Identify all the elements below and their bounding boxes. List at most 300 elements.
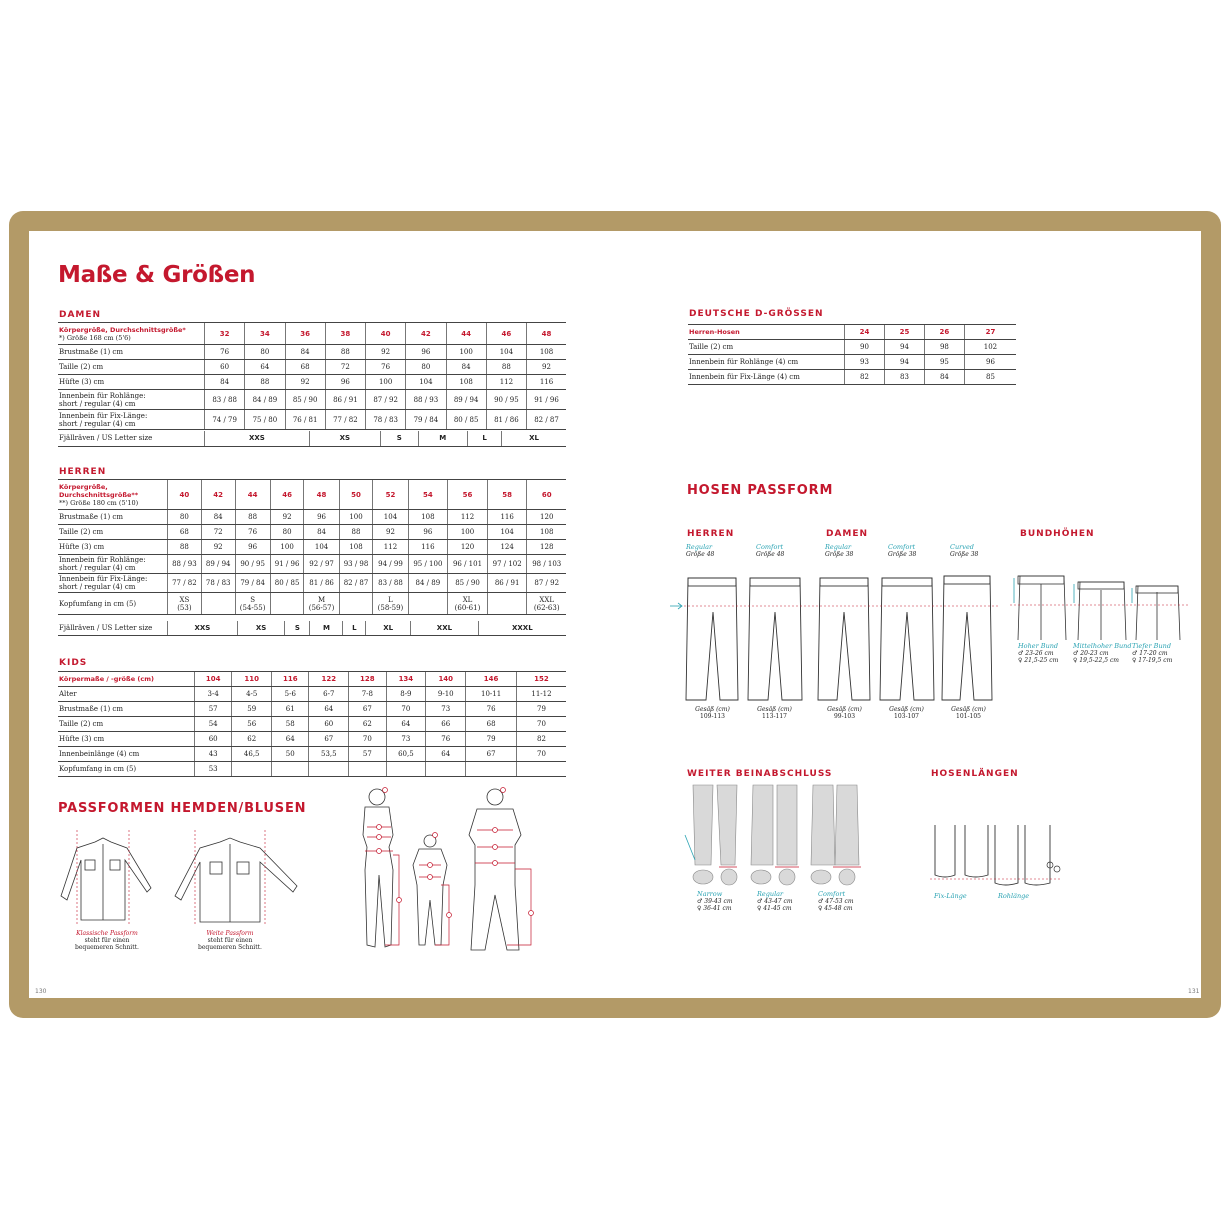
cell: 53 [195, 762, 232, 777]
trouser-fit-illustrations [670, 572, 1000, 707]
cell: 57 [349, 747, 386, 762]
row-label: Innenbein für Rohlänge (4) cm [688, 355, 845, 370]
cell: 104 [304, 540, 339, 555]
size-cell: 110 [232, 672, 272, 687]
table-header-row [58, 672, 566, 687]
size-cell: 52 [373, 480, 408, 510]
cell: 81 / 86 [304, 574, 339, 593]
cell: 95 / 100 [408, 555, 448, 574]
cell: 94 [884, 340, 924, 355]
fit-size: Größe 38 [888, 551, 917, 558]
leg-opening-narrow [697, 891, 733, 912]
cell: 73 [426, 702, 466, 717]
header-label-cell [58, 480, 168, 510]
table-row [688, 370, 1016, 385]
waistband-name: Mittelhoher Bund [1073, 642, 1132, 650]
size-cell: 38 [325, 323, 365, 345]
cell: 93 [845, 355, 885, 370]
us-size-cell: XS [309, 431, 380, 446]
cell: 92 / 97 [304, 555, 339, 574]
cell: 77 / 82 [325, 410, 365, 430]
cell: 100 [339, 510, 373, 525]
cell: 87 / 92 [527, 574, 566, 593]
damen-us-size-table [58, 431, 566, 447]
row-label: Innenbeinlänge (4) cm [58, 747, 195, 762]
cell: 88 [486, 360, 526, 375]
girth-title: Gesäß (cm) [757, 706, 792, 713]
table-row [58, 555, 566, 574]
cell: 84 / 89 [408, 574, 448, 593]
size-cell: 60 [527, 480, 566, 510]
size-cell: 42 [201, 480, 235, 510]
us-size-cell: M [310, 621, 343, 636]
cell: 97 / 102 [487, 555, 527, 574]
cell: 46,5 [232, 747, 272, 762]
cell-size: XS [179, 595, 190, 604]
cell: 9-10 [426, 687, 466, 702]
cell: 96 [325, 375, 365, 390]
cell: 92 [285, 375, 325, 390]
cell [304, 593, 339, 615]
cell: 96 [408, 525, 448, 540]
cell: 98 / 103 [527, 555, 566, 574]
size-cell: 116 [272, 672, 309, 687]
fit-size: Größe 38 [950, 551, 979, 558]
table-row [58, 732, 566, 747]
female-range: ♀ 41-45 cm [757, 905, 792, 912]
bundhoehen-heading: BUNDHÖHEN [1020, 529, 1095, 539]
leg-opening-illustrations [685, 785, 865, 890]
trouser-length-illustrations [930, 825, 1065, 890]
fit-name: Weite Passform [206, 930, 254, 937]
cell: 108 [527, 345, 567, 360]
raw-length-label: Rohlänge [998, 892, 1030, 900]
cell: 53,5 [309, 747, 349, 762]
row-label-line2: short / regular (4) cm [59, 564, 136, 572]
fit-name: Klassische Passform [76, 930, 138, 937]
cell [309, 762, 349, 777]
cell: 80 [270, 525, 304, 540]
size-cell: 140 [426, 672, 466, 687]
row-label: Brustmaße (1) cm [58, 702, 195, 717]
row-label: Brustmaße (1) cm [58, 510, 168, 525]
hosen-herren-heading: HERREN [687, 529, 735, 539]
cell: 3-4 [195, 687, 232, 702]
waistband-high [1018, 643, 1058, 664]
cell: 68 [466, 717, 517, 732]
row-label-line1: Innenbein für Fix-Länge: [59, 411, 148, 420]
cell: 91 / 96 [527, 390, 567, 410]
fit-label [756, 544, 784, 558]
cell: 94 / 99 [373, 555, 408, 574]
cell-range: (53) [177, 603, 192, 612]
cell: 70 [516, 747, 566, 762]
cell-size: XXL [539, 595, 555, 604]
table-row [58, 702, 566, 717]
cell: 108 [527, 525, 566, 540]
cell-size: XL [462, 595, 473, 604]
cell: 104 [373, 510, 408, 525]
cell: 80 / 85 [270, 574, 304, 593]
cell: 81 / 86 [486, 410, 526, 430]
cell [272, 762, 309, 777]
cell: 66 [426, 717, 466, 732]
page-number-left: 130 [35, 988, 47, 995]
cell: 67 [309, 732, 349, 747]
cell: 78 / 83 [366, 410, 406, 430]
size-cell: 34 [245, 323, 285, 345]
cell [270, 593, 304, 615]
us-size-cell: S [285, 621, 310, 636]
table-row [58, 747, 566, 762]
cell: 79 / 84 [235, 574, 270, 593]
us-size-label: Fjällräven / US Letter size [58, 431, 205, 446]
row-label: Alter [58, 687, 195, 702]
table-header-row [58, 323, 566, 345]
cell [516, 762, 566, 777]
us-size-cell: M [418, 431, 468, 446]
row-label: Taille (2) cm [58, 717, 195, 732]
size-cell: 48 [304, 480, 339, 510]
cell: 108 [339, 540, 373, 555]
cell: 79 [516, 702, 566, 717]
cell: 79 [466, 732, 517, 747]
cell-range: (54-55) [239, 603, 266, 612]
us-size-row [58, 621, 566, 636]
cell: 43 [195, 747, 232, 762]
hosen-damen-heading: DAMEN [826, 529, 869, 539]
size-cell: 152 [516, 672, 566, 687]
us-size-cell: XXS [168, 621, 238, 636]
cell: 82 / 87 [339, 574, 373, 593]
hemden-heading: PASSFORMEN HEMDEN/BLUSEN [58, 801, 307, 816]
cell: 68 [285, 360, 325, 375]
cell: 67 [349, 702, 386, 717]
us-size-label: Fjällräven / US Letter size [58, 621, 168, 636]
leg-opening-name: Regular [757, 890, 784, 898]
female-range: ♀ 19,5-22,5 cm [1073, 657, 1119, 664]
row-label-line2: short / regular (4) cm [59, 583, 136, 591]
shirt-fit-wide [185, 930, 275, 951]
cell: 88 [325, 345, 365, 360]
male-range: ♂ 43-47 cm [757, 898, 793, 905]
cell: 80 [406, 360, 446, 375]
male-range: ♂ 39-43 cm [697, 898, 733, 905]
us-size-cell: L [343, 621, 366, 636]
size-cell: 32 [205, 323, 245, 345]
cell: 96 [304, 510, 339, 525]
cell: 11-12 [516, 687, 566, 702]
cell: 85 [964, 370, 1016, 385]
cell: 100 [366, 375, 406, 390]
size-cell: 48 [527, 323, 567, 345]
cell: 80 [168, 510, 202, 525]
table-row [58, 525, 566, 540]
cell: 88 [168, 540, 202, 555]
table-row [58, 540, 566, 555]
cell: 84 [205, 375, 245, 390]
cell: 83 / 88 [373, 574, 408, 593]
size-cell: 36 [285, 323, 325, 345]
row-label-line1: Innenbein für Rohlänge: [59, 391, 146, 400]
cell: 79 / 84 [406, 410, 446, 430]
cell: 82 / 87 [527, 410, 567, 430]
cell [168, 593, 202, 615]
cell: 62 [232, 732, 272, 747]
size-cell: 25 [884, 325, 924, 340]
cell: 64 [386, 717, 426, 732]
cell: 80 / 85 [446, 410, 486, 430]
table-row [58, 375, 566, 390]
cell: 104 [487, 525, 527, 540]
fit-name: Regular [686, 543, 713, 551]
male-range: ♂ 23-26 cm [1018, 650, 1054, 657]
cell: 85 / 90 [285, 390, 325, 410]
table-header-row [688, 325, 1016, 340]
waistband-name: Tiefer Bund [1132, 642, 1171, 650]
cell: 72 [325, 360, 365, 375]
cell: 108 [408, 510, 448, 525]
size-cell: 46 [486, 323, 526, 345]
cell: 90 / 95 [486, 390, 526, 410]
cell: 96 [964, 355, 1016, 370]
herren-table [58, 479, 566, 615]
cell: 7-8 [349, 687, 386, 702]
header-note: **) Größe 180 cm (5'10) [59, 498, 139, 507]
cell: 50 [272, 747, 309, 762]
girth-value: 113-117 [762, 713, 787, 720]
fix-length-label: Fix-Länge [934, 892, 967, 900]
waistband-name: Hoher Bund [1018, 642, 1059, 650]
cell: 64 [245, 360, 285, 375]
row-label: Innenbein für Fix-Länge (4) cm [688, 370, 845, 385]
waistband-mid [1073, 643, 1132, 664]
kids-table [58, 671, 566, 777]
fit-label [888, 544, 916, 558]
row-label [58, 574, 168, 593]
cell: 84 / 89 [245, 390, 285, 410]
row-label: Taille (2) cm [58, 360, 205, 375]
male-range: ♂ 17-20 cm [1132, 650, 1168, 657]
us-size-cell: XXS [205, 431, 310, 446]
cell-range: (62-63) [533, 603, 560, 612]
cell: 100 [446, 345, 486, 360]
cell: 62 [349, 717, 386, 732]
row-label: Hüfte (3) cm [58, 375, 205, 390]
cell: 89 / 94 [446, 390, 486, 410]
row-label: Kopfumfang in cm (5) [58, 593, 168, 615]
row-label: Hüfte (3) cm [58, 732, 195, 747]
cell: 92 [270, 510, 304, 525]
herren-tbody [58, 480, 566, 615]
cell: 82 [516, 732, 566, 747]
cell: 100 [448, 525, 488, 540]
table-row [58, 390, 566, 410]
header-label: Körpermaße / -größe (cm) [58, 672, 195, 687]
cell: 116 [527, 375, 567, 390]
cell: 90 / 95 [235, 555, 270, 574]
cell: 108 [446, 375, 486, 390]
size-cell: 54 [408, 480, 448, 510]
cell [448, 593, 488, 615]
page-number-right: 131 [1188, 988, 1200, 995]
cell: 78 / 83 [201, 574, 235, 593]
page-title: Maße & Größen [58, 262, 256, 288]
kids-heading: KIDS [59, 658, 88, 668]
deutsche-tbody [688, 325, 1016, 385]
kids-tbody [58, 672, 566, 777]
cell: 76 [366, 360, 406, 375]
cell: 116 [487, 510, 527, 525]
size-cell: 40 [168, 480, 202, 510]
cell: 88 / 93 [168, 555, 202, 574]
fit-line1: steht für einen [207, 937, 253, 944]
size-cell: 50 [339, 480, 373, 510]
size-cell: 46 [270, 480, 304, 510]
size-cell: 44 [235, 480, 270, 510]
cell: 82 [845, 370, 885, 385]
leg-opening-name: Narrow [697, 890, 723, 898]
beinabschluss-heading: WEITER BEINABSCHLUSS [687, 769, 833, 779]
cell: 76 / 81 [285, 410, 325, 430]
fit-name: Regular [825, 543, 852, 551]
cell: 70 [349, 732, 386, 747]
row-label-line2: short / regular (4) cm [59, 419, 136, 428]
table-row [58, 360, 566, 375]
cell: 124 [487, 540, 527, 555]
us-size-row [58, 431, 566, 446]
herren-us-tbody [58, 621, 566, 636]
cell: 95 [924, 355, 964, 370]
cell: 89 / 94 [201, 555, 235, 574]
fit-name: Comfort [756, 543, 784, 551]
cell: 57 [195, 702, 232, 717]
cell: 116 [408, 540, 448, 555]
cell: 86 / 91 [325, 390, 365, 410]
table-row [688, 340, 1016, 355]
damen-table [58, 322, 566, 430]
cell: 88 [339, 525, 373, 540]
cell: 92 [366, 345, 406, 360]
body-measurement-figures [355, 785, 555, 965]
cell: 76 [426, 732, 466, 747]
cell: 64 [272, 732, 309, 747]
cell: 70 [386, 702, 426, 717]
cell: 86 / 91 [487, 574, 527, 593]
cell: 128 [527, 540, 566, 555]
cell [339, 593, 373, 615]
girth-title: Gesäß (cm) [889, 706, 924, 713]
cell-range: (56-57) [308, 603, 335, 612]
cell: 60,5 [386, 747, 426, 762]
us-size-cell: XXXL [478, 621, 566, 636]
us-size-cell: L [468, 431, 502, 446]
table-row [58, 687, 566, 702]
cell: 56 [232, 717, 272, 732]
girth-value: 99-103 [833, 713, 856, 720]
cell: 92 [527, 360, 567, 375]
cell: 88 [235, 510, 270, 525]
fit-line1: steht für einen [84, 937, 130, 944]
waistband-low [1132, 643, 1172, 664]
table-row [58, 510, 566, 525]
cell [349, 762, 386, 777]
cell: 80 [245, 345, 285, 360]
cell: 112 [373, 540, 408, 555]
cell: 100 [270, 540, 304, 555]
cell: 84 [446, 360, 486, 375]
cell: 60 [309, 717, 349, 732]
cell [408, 593, 448, 615]
us-size-cell: S [380, 431, 418, 446]
cell: 98 [924, 340, 964, 355]
girth-value: 109-113 [700, 713, 725, 720]
cell: 70 [516, 717, 566, 732]
female-range: ♀ 21,5-25 cm [1018, 657, 1059, 664]
cell: 87 / 92 [366, 390, 406, 410]
cell [235, 593, 270, 615]
fit-label [686, 544, 714, 558]
cell: 54 [195, 717, 232, 732]
cell [466, 762, 517, 777]
damen-heading: DAMEN [59, 310, 102, 320]
size-cell: 26 [924, 325, 964, 340]
cell: 84 [285, 345, 325, 360]
table-row-head-circumference [58, 593, 566, 615]
female-range: ♀ 17-19,5 cm [1132, 657, 1173, 664]
cell: 96 [406, 345, 446, 360]
girth-label [752, 706, 797, 720]
female-range: ♀ 45-48 cm [818, 905, 853, 912]
cell: 76 [235, 525, 270, 540]
cell: 59 [232, 702, 272, 717]
herren-heading: HERREN [59, 467, 107, 477]
cell: 67 [466, 747, 517, 762]
cell: 74 / 79 [205, 410, 245, 430]
table-row [58, 717, 566, 732]
us-size-cell: XL [366, 621, 411, 636]
cell-range: (58-59) [377, 603, 404, 612]
cell-size: L [388, 595, 393, 604]
cell: 120 [448, 540, 488, 555]
size-cell: 24 [845, 325, 885, 340]
cell [487, 593, 527, 615]
size-cell: 146 [466, 672, 517, 687]
cell-size: M [317, 595, 326, 604]
girth-label [884, 706, 929, 720]
fit-name: Comfort [888, 543, 916, 551]
deutsche-table [688, 324, 1016, 385]
fit-label [825, 544, 853, 558]
cell: 84 [201, 510, 235, 525]
fit-size: Größe 48 [756, 551, 785, 558]
cell: 83 / 88 [205, 390, 245, 410]
size-cell: 128 [349, 672, 386, 687]
waistband-height-illustrations [1010, 572, 1190, 642]
cell [426, 762, 466, 777]
row-label [58, 555, 168, 574]
table-row [688, 355, 1016, 370]
cell: 93 / 98 [339, 555, 373, 574]
cell: 96 [235, 540, 270, 555]
girth-title: Gesäß (cm) [695, 706, 730, 713]
damen-us-tbody [58, 431, 566, 446]
cell [386, 762, 426, 777]
leg-opening-regular [757, 891, 793, 912]
cell: 112 [448, 510, 488, 525]
cell: 96 / 101 [448, 555, 488, 574]
size-cell: 56 [448, 480, 488, 510]
